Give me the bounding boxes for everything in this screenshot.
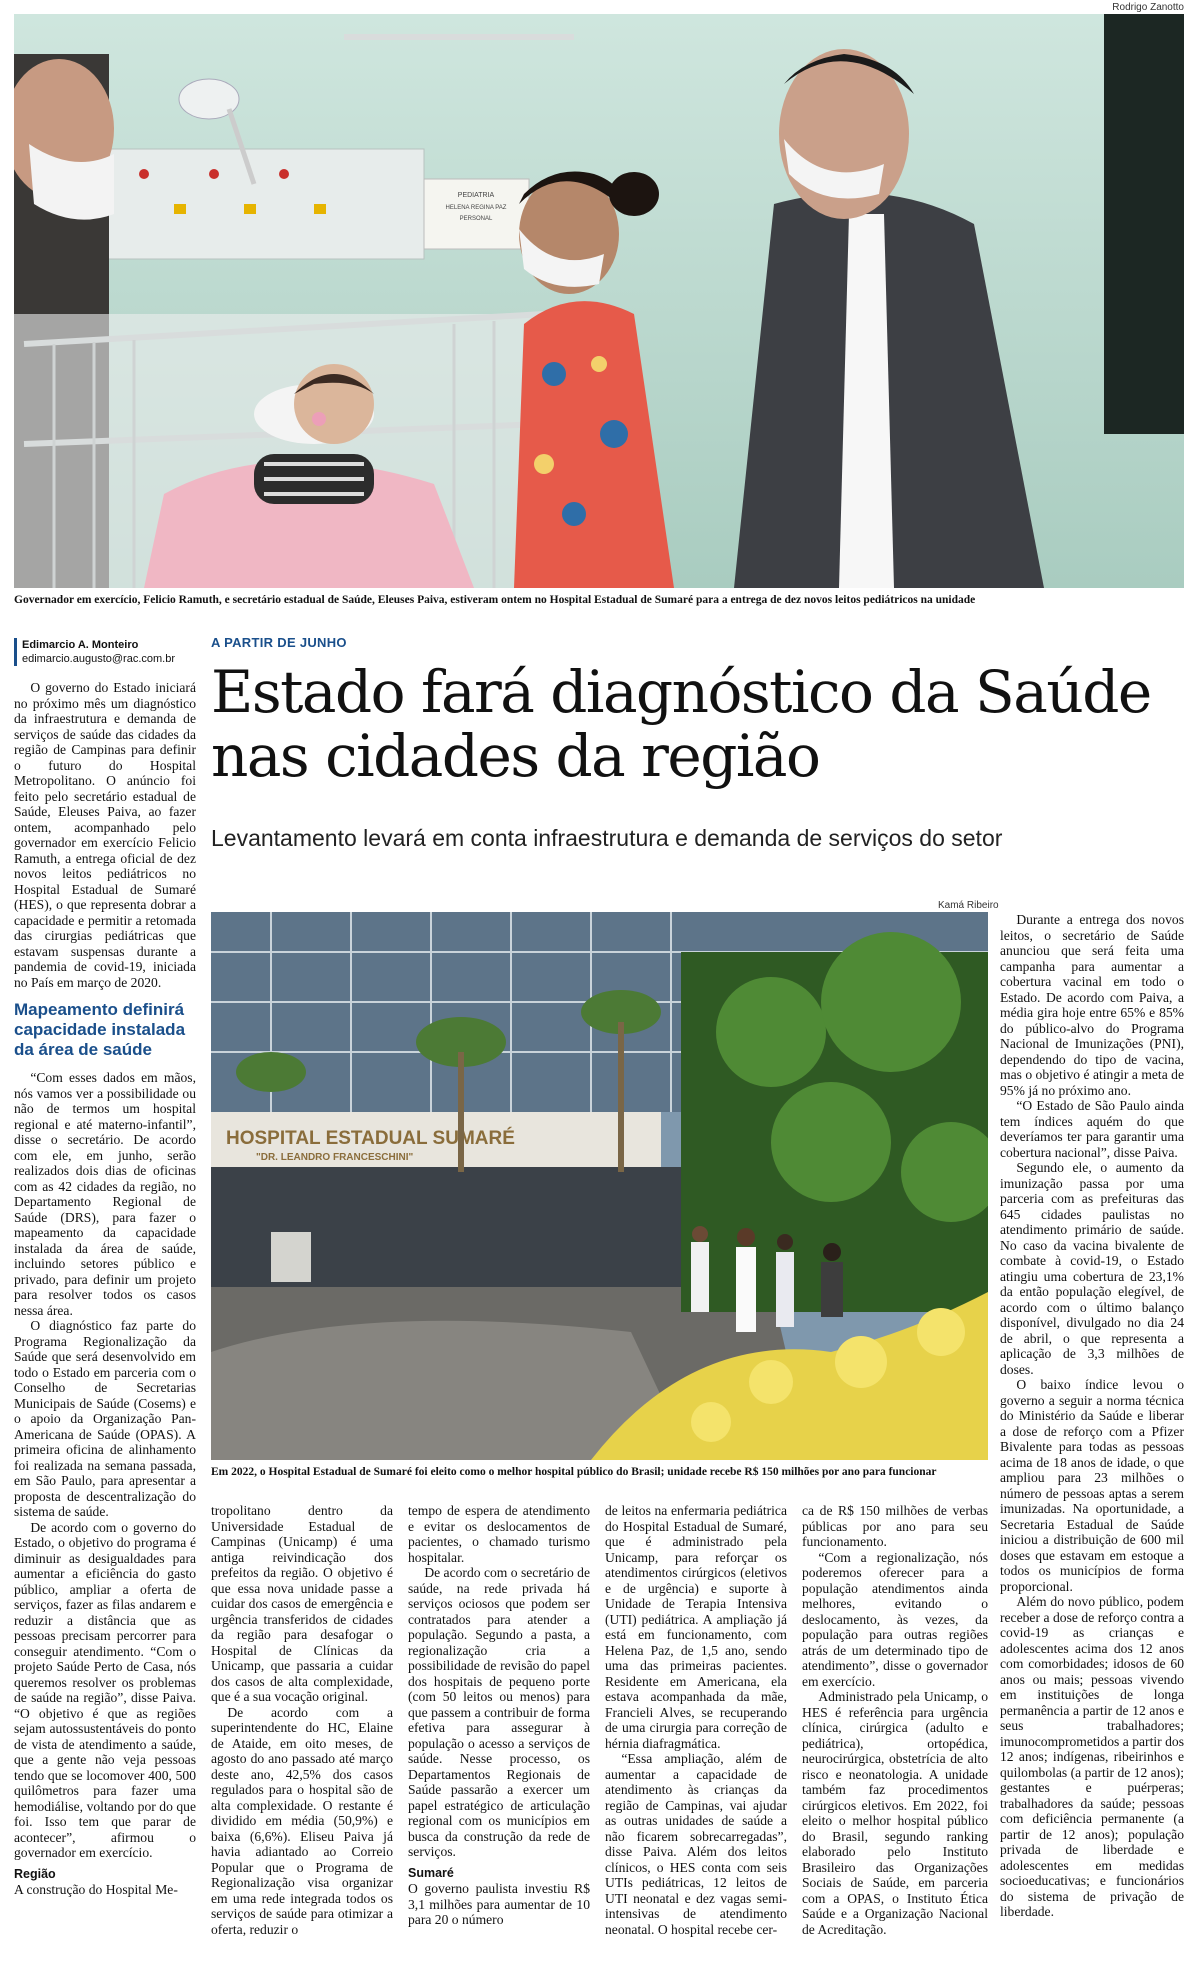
article-column-4: [605, 1503, 787, 1958]
article-column-1: [14, 680, 196, 1958]
paragraph: “Com esses dados em mãos, nós vamos ver a possibilidade ou não de termos um hospital regional e até materno-infantil”, disse o secretário. De acordo com ele, em junho, serão realizados dois dias de oficinas com as 42 cidades da região, no Departamento Regional de Saúde (DRS), para fazer o mapeamento da capacidade instalada da área de saúde, incluindo setores público e privado, para definir um projeto para resolver todos os casos nessa área.: [14, 1070, 196, 1318]
section-subtitle: Região: [14, 1866, 56, 1881]
article-column-6: [1000, 912, 1184, 1958]
kicker: A PARTIR DE JUNHO: [211, 635, 347, 650]
hospital-sign-subtext: "DR. LEANDRO FRANCESCHINI": [256, 1152, 414, 1163]
paragraph: tempo de espera de atendimento e evitar os deslocamentos de pacientes, o chamado turismo hospitalar.: [408, 1503, 590, 1565]
photo-credit-top: Rodrigo Zanotto: [1112, 2, 1184, 13]
paragraph: tropolitano dentro da Universidade Estadual de Campinas (Unicamp) é uma antiga reivindicação dos prefeitos da região. O objetivo é que essa nova unidade passe a cuidar dos casos de emergência e urgência transferidos de cidades da região para desafogar o Hospital de Clínicas da Unicamp, que passaria a cuidar dos casos de alta complexidade, que é a sua vocação original.: [211, 1503, 393, 1704]
intertitle: Mapeamento definirá capacidade instalada da área de saúde: [14, 1000, 186, 1059]
section-subtitle: Sumaré: [408, 1865, 454, 1880]
photo-caption-hospital: Em 2022, o Hospital Estadual de Sumaré foi eleito como o melhor hospital público do Brasil; unidade recebe R$ 150 milhões por ano para funcionar: [211, 1466, 937, 1478]
paragraph: De acordo com o governo do Estado, o objetivo do programa é diminuir as desigualdades para aumentar a eficiência do gasto público, ampliar a oferta de serviços, fazer as filas andarem e reduzir a distância que as pessoas precisam percorrer para conseguir atendimento. “Com o projeto Saúde Perto de Casa, nós queremos resolver os problemas de saúde na região”, disse Paiva. “O objetivo é que as regiões sejam autossustentáveis do ponto de vista de atendimento a saúde, que a gente não veja pessoas tendo que se locomover 400, 500 quilômetros para fazer uma hemodiálise, voltando por do que foi. Isso tem que parar de acontecer”, afirmou o governador em exercício.: [14, 1519, 196, 1860]
paragraph: De acordo com a superintendente do HC, Elaine de Ataide, em oito meses, de agosto do ano passado até março deste ano, 42,5% dos casos regulados para o hospital são de alta complexidade. O restante é dividido em média (50,9%) e baixa (6,6%). Eliseu Paiva já havia adiantado ao Correio Popular que o Programa de Regionalização visa organizar em uma rede integrada todos os serviços de saúde para otimizar a oferta, reduzir o: [211, 1704, 393, 1937]
article-column-3: [408, 1503, 590, 1958]
paragraph: Segundo ele, o aumento da imunização passa por uma parceria com as prefeituras das 645 cidades paulistas no atendimento primário de saúde. No caso da vacina bivalente de combate à covid-19, o Estado atingiu uma cobertura de 23,1% da então população elegível, de acordo com o último balanço disponível, divulgado no dia 24 de abril, o que representa a aplicação de 3,3 milhões de doses.: [1000, 1160, 1184, 1377]
paragraph: Além do novo público, podem receber a dose de reforço contra a covid-19 as crianças e adolescentes acima dos 12 anos com comorbidades; idosos de 60 anos ou mais; pessoas vivendo em instituições de longa permanência a partir de 12 anos e seus trabalhadores; imunocomprometidos a partir dos 12 anos; indígenas, ribeirinhos e quilombolas (a partir de 12 anos); gestantes e puérperas; trabalhadores da saúde; pessoas com deficiência permanente (a partir de 12 anos); população privada de liberdade e adolescentes em medidas socioeducativas; e funcionários do sistema de privação de liberdade.: [1000, 1594, 1184, 1919]
paragraph: De acordo com o secretário de saúde, na rede privada há serviços ociosos que podem ser contratados para atender a população. Segundo a pasta, a regionalização cria a possibilidade de revisão do papel dos hospitais de pequeno porte (com 50 leitos ou menos) para que passem a contribuir de forma efetiva para assegurar à população o acesso a serviços de saúde. Nesse processo, os Departamentos Regionais de Saúde passarão a exercer um papel estratégico de articulação regional com os municípios em busca da construção da rede de serviços.: [408, 1565, 590, 1859]
hospital-sign-text: HOSPITAL ESTADUAL SUMARÉ: [226, 1128, 515, 1149]
paragraph: Durante a entrega dos novos leitos, o secretário de Saúde anunciou que será feita uma campanha para aumentar a cobertura vacinal em todo o Estado. De acordo com Paiva, a média gira hoje entre 65% e 85% do público-alvo do Programa Nacional de Imunizações (PNI), dependendo do tipo de vacina, mas o objetivo é atingir a meta de 95% já no próximo ano.: [1000, 912, 1184, 1098]
author-name: Edimarcio A. Monteiro: [22, 639, 139, 651]
author-byline: [14, 638, 202, 666]
paragraph: “O Estado de São Paulo ainda tem índices aquém do que deveríamos ter para garantir uma cobertura nacional”, disse Paiva.: [1000, 1098, 1184, 1160]
photo-caption-top: Governador em exercício, Felicio Ramuth, e secretário estadual de Saúde, Eleuses Paiva, estiveram ontem no Hospital Estadual de Sumaré para a entrega de dez novos leitos pediátricos na unidade: [14, 594, 976, 606]
paragraph: “Essa ampliação, além de aumentar a capacidade de atendimento às crianças da região de Campinas, vai ajudar as outras unidades de saúde a não ficarem sobrecarregadas”, disse Paiva. Além dos leitos clínicos, o HES conta com seis UTIs pediátricas, 12 leitos de UTI neonatal e dez vagas semi-intensivas de atendimento neonatal. O hospital recebe cer-: [605, 1751, 787, 1937]
ward-sign-line: PERSONAL: [459, 216, 493, 222]
ward-sign-line: HELENA REGINA PAZ: [445, 205, 507, 211]
paragraph: O governo do Estado iniciará no próximo mês um diagnóstico da infraestrutura e demanda de serviços de saúde das cidades da região de Campinas para definir o futuro do Hospital Metropolitano. O anúncio foi feito pelo secretário estadual de Saúde, Eleuses Paiva, ao fazer ontem, acompanhado pelo governador em exercício Felicio Ramuth, a entrega oficial de dez novos leitos pediátricos no Hospital Estadual de Sumaré (HES), o que representa dobrar a capacidade e permitir a retomada das cirurgias pediátricas que estavam suspensas durante a pandemia de covid-19, iniciada no País em março de 2020.: [14, 680, 196, 990]
paragraph: O baixo índice levou o governo a seguir a norma técnica do Ministério da Saúde e liberar a dose de reforço com a Pfizer Bivalente para todas as pessoas acima de 18 anos de idade, o que ampliou para 23 milhões o número de pessoas aptas a serem imunizadas. Na oportunidade, a Secretaria Estadual de Saúde iniciou a distribuição de 600 mil doses que estavam em estoque a todos os municípios de forma proporcional.: [1000, 1377, 1184, 1594]
paragraph: Administrado pela Unicamp, o HES é referência para urgência clínica, cirúrgica (adulto e pediátrica), ortopédica, neurocirúrgica, obstetrícia de alto risco e neonatologia. A unidade também faz procedimentos cirúrgicos eletivos. Em 2022, foi eleito o melhor hospital público do Brasil, segundo ranking elaborado pelo Instituto Brasileiro das Organizações Sociais de Saúde, em parceria com a OPAS, o Instituto Ética Saúde e a Organização Nacional de Acreditação.: [802, 1689, 988, 1937]
paragraph: O governo paulista investiu R$ 3,1 milhões para aumentar de 10 para 20 o número: [408, 1881, 590, 1927]
ward-sign-line: PEDIATRIA: [457, 192, 495, 199]
article-column-5: [802, 1503, 988, 1958]
hospital-ward-photo: [14, 14, 1184, 588]
headline: Estado fará diagnóstico da Saúde nas cidades da região: [211, 658, 1151, 790]
photo-credit-hospital: Kamá Ribeiro: [938, 900, 999, 911]
author-email[interactable]: edimarcio.augusto@rac.com.br: [22, 653, 176, 665]
article-column-2: [211, 1503, 393, 1958]
hospital-facade-photo: [211, 912, 988, 1460]
paragraph: O diagnóstico faz parte do Programa Regionalização da Saúde que será desenvolvido em todo o Estado em parceria com o Conselho de Secretarias Municipais de Saúde (Cosems) e o apoio da Organização Pan-Americana de Saúde (OPAS). A primeira oficina de alinhamento foi realizada na semana passada, em São Paulo, para apresentar a proposta de descentralização do sistema de saúde.: [14, 1318, 196, 1519]
paragraph: “Com a regionalização, nós poderemos oferecer para a população atendimentos ainda melhores, evitando o deslocamento, às vezes, da população para outras regiões atrás de um determinado tipo de atendimento”, disse o governador em exercício.: [802, 1549, 988, 1689]
paragraph: ca de R$ 150 milhões de verbas públicas por ano para seu funcionamento.: [802, 1503, 988, 1549]
paragraph: A construção do Hospital Me-: [14, 1882, 178, 1897]
subhead: Levantamento levará em conta infraestrutura e demanda de serviços do setor: [211, 825, 1003, 851]
paragraph: de leitos na enfermaria pediátrica do Hospital Estadual de Sumaré, que é administrado pela Unicamp, para reforçar os atendimentos cirúrgicos (eletivos e de urgência) e suporte à Unidade de Terapia Intensiva (UTI) pediátrica. A ampliação já está em funcionamento, com Helena Paz, de 1,5 ano, sendo uma das primeiras pacientes. Residente em Americana, ela estava acompanhada da mãe, Francieli Alves, se recuperando de uma cirurgia para correção de hérnia diafragmática.: [605, 1503, 787, 1751]
